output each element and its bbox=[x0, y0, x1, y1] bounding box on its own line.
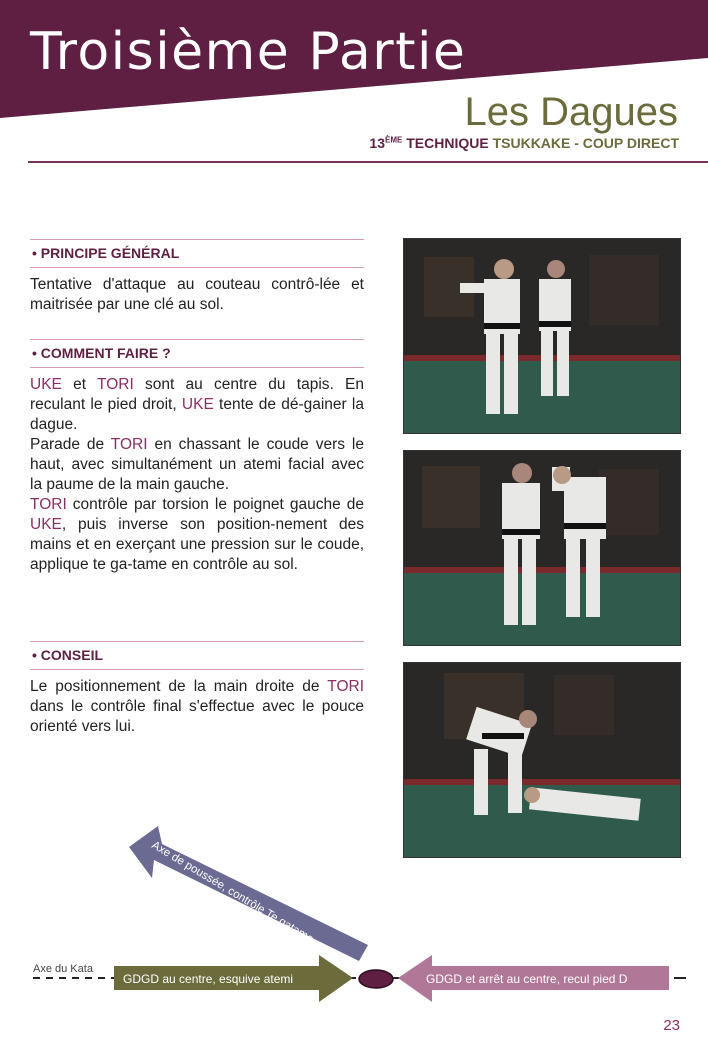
right-arrow-label: GDGD et arrêt au centre, recul pied D bbox=[426, 972, 628, 986]
page-number: 23 bbox=[663, 1017, 680, 1034]
section-heading: • COMMENT FAIRE ? bbox=[30, 339, 364, 368]
technique-label: TECHNIQUE bbox=[406, 135, 489, 151]
left-arrow bbox=[114, 955, 353, 1002]
section-comment-faire bbox=[30, 339, 364, 575]
right-arrow bbox=[398, 955, 669, 1002]
section-principe bbox=[30, 239, 364, 315]
chapter-title: Les Dagues bbox=[464, 90, 678, 134]
section-heading: • CONSEIL bbox=[30, 641, 364, 670]
technique-photo-2 bbox=[403, 450, 681, 646]
kata-center-marker bbox=[359, 970, 393, 988]
technique-name: TSUKKAKE - COUP DIRECT bbox=[492, 135, 679, 151]
section-text: Tentative d'attaque au couteau contrô-lée et maitrisée par une clé au sol. bbox=[30, 276, 364, 313]
technique-number: 13ÈME bbox=[369, 135, 403, 151]
section-conseil bbox=[30, 641, 364, 737]
header-rule bbox=[28, 161, 708, 163]
section-text: Parade de TORI en chassant le coude vers le haut, avec simultanément un atemi facial avec la paume de la main gauche. bbox=[30, 436, 364, 493]
diagonal-arrow-label: Axe de poussée, contrôle Te gatame bbox=[149, 839, 316, 946]
left-arrow-label: GDGD au centre, esquive atemi bbox=[123, 972, 294, 986]
technique-line bbox=[369, 135, 679, 151]
diagonal-arrow bbox=[129, 826, 368, 961]
section-text: Le positionnement de la main droite de TORI dans le contrôle final s'effectue avec le pouce orienté vers lui. bbox=[30, 678, 364, 735]
kata-axis-diagram bbox=[0, 820, 708, 1020]
section-heading: • PRINCIPE GÉNÉRAL bbox=[30, 239, 364, 268]
part-title: Troisième Partie bbox=[30, 22, 467, 82]
axis-label: Axe du Kata bbox=[33, 963, 93, 975]
section-text: TORI contrôle par torsion le poignet gauche de UKE, puis inverse son position-nement des mains et en exerçant une pression sur le coude, applique te ga-tame en contrôle au sol. bbox=[30, 496, 364, 573]
technique-photo-1 bbox=[403, 238, 681, 434]
section-text: UKE et TORI sont au centre du tapis. En reculant le pied droit, UKE tente de dé-gainer la dague. bbox=[30, 376, 365, 433]
